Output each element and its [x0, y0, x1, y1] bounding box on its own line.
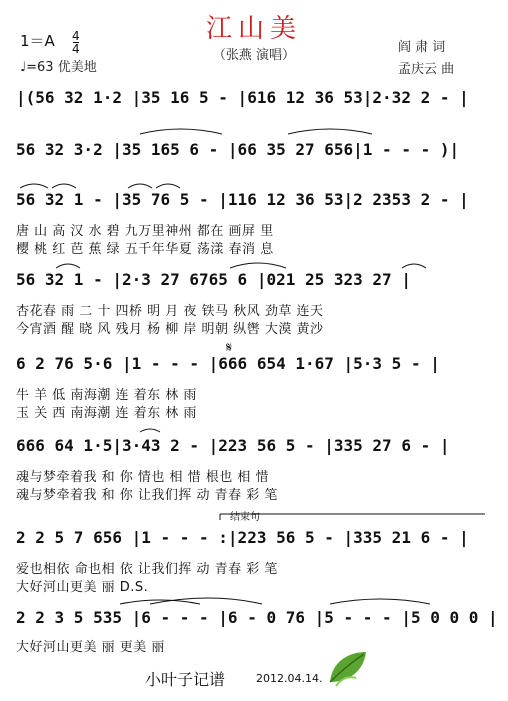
slur	[230, 263, 286, 268]
score-line-1: |(56 32 1·2 |35 16 5 - |616 12 36 53|2·32 2 - |	[16, 88, 469, 107]
song-title: 江山美	[205, 14, 302, 44]
segno-icon: 𝄋	[226, 340, 233, 356]
time-signature-bottom: 4	[72, 42, 80, 56]
score-line-5: 6 2 76 5·6 |1 - - - |666 654 1·67 |5·3 5 - |	[16, 354, 440, 373]
slur	[20, 184, 48, 188]
leaf-icon	[326, 648, 370, 688]
slur	[128, 184, 152, 188]
score-line-3: 56 32 1 - |35 76 5 - |116 12 36 53|2 2353 2 - |	[16, 190, 469, 209]
tempo-marking: ♩=63 优美地	[20, 60, 97, 75]
slur	[140, 129, 222, 134]
lyric-line-6b: 魂与梦牵着我 和 你 让我们挥 动 青春 彩 笔	[16, 488, 278, 503]
score-line-6: 666 64 1·5|3·43 2 - |223 56 5 - |335 27 6 - |	[16, 436, 450, 455]
transcriber-signature: 小叶子记谱	[145, 670, 226, 689]
slur	[150, 598, 262, 604]
slur	[56, 264, 80, 268]
lyric-line-6a: 魂与梦牵着我 和 你 情也 相 惜 根也 相 惜	[16, 470, 270, 485]
lyricist-credit: 阎 肃 词	[398, 40, 446, 55]
score-line-4: 56 32 1 - |2·3 27 6765 6 |021 25 323 27 |	[16, 270, 411, 289]
lyric-line-4b: 今宵酒 醒 晓 风 残月 杨 柳 岸 明朝 纵辔 大漠 黄沙	[16, 322, 324, 337]
slur	[288, 129, 372, 134]
transcription-date: 2012.04.14.	[256, 672, 323, 685]
lyric-line-3b: 樱 桃 红 芭 蕉 绿 五千年华夏 荡漾 春消 息	[16, 242, 274, 257]
score-line-2: 56 32 3·2 |35 165 6 - |66 35 27 656|1 - - - )|	[16, 140, 460, 159]
slur	[52, 184, 76, 188]
key-signature: 1＝A	[20, 32, 55, 50]
performer-credit: （张燕 演唱）	[212, 48, 296, 63]
slur	[156, 184, 180, 188]
lyric-line-7b: 大好河山更美 丽 D.S.	[16, 580, 149, 595]
slur	[140, 429, 160, 432]
time-signature-top: 4	[72, 29, 80, 43]
slur	[402, 264, 426, 268]
lyric-line-4a: 杏花春 雨 二 十 四桥 明 月 夜 铁马 秋风 劲草 连天	[16, 304, 324, 319]
lyric-line-3a: 唐 山 高 汉 水 碧 九万里神州 都在 画屏 里	[16, 224, 274, 239]
slur	[330, 599, 430, 604]
lyric-line-7a: 爱也相依 命也相 依 让我们挥 动 青春 彩 笔	[16, 562, 278, 577]
score-line-8: 2 2 3 5 535 |6 - - - |6 - 0 76 |5 - - - |5 0 0 0 |	[16, 608, 498, 627]
score-line-7: 2 2 5 7 656 |1 - - - :|223 56 5 - |335 21 6 - |	[16, 528, 469, 547]
composer-credit: 孟庆云 曲	[398, 62, 455, 77]
ending-label: 结束句	[230, 512, 260, 523]
lyric-line-5a: 牛 羊 低 南海潮 连 着东 林 雨	[16, 388, 197, 403]
lyric-line-8a: 大好河山更美 丽 更美 丽	[16, 640, 165, 655]
lyric-line-5b: 玉 关 西 南海潮 连 着东 林 雨	[16, 406, 197, 421]
